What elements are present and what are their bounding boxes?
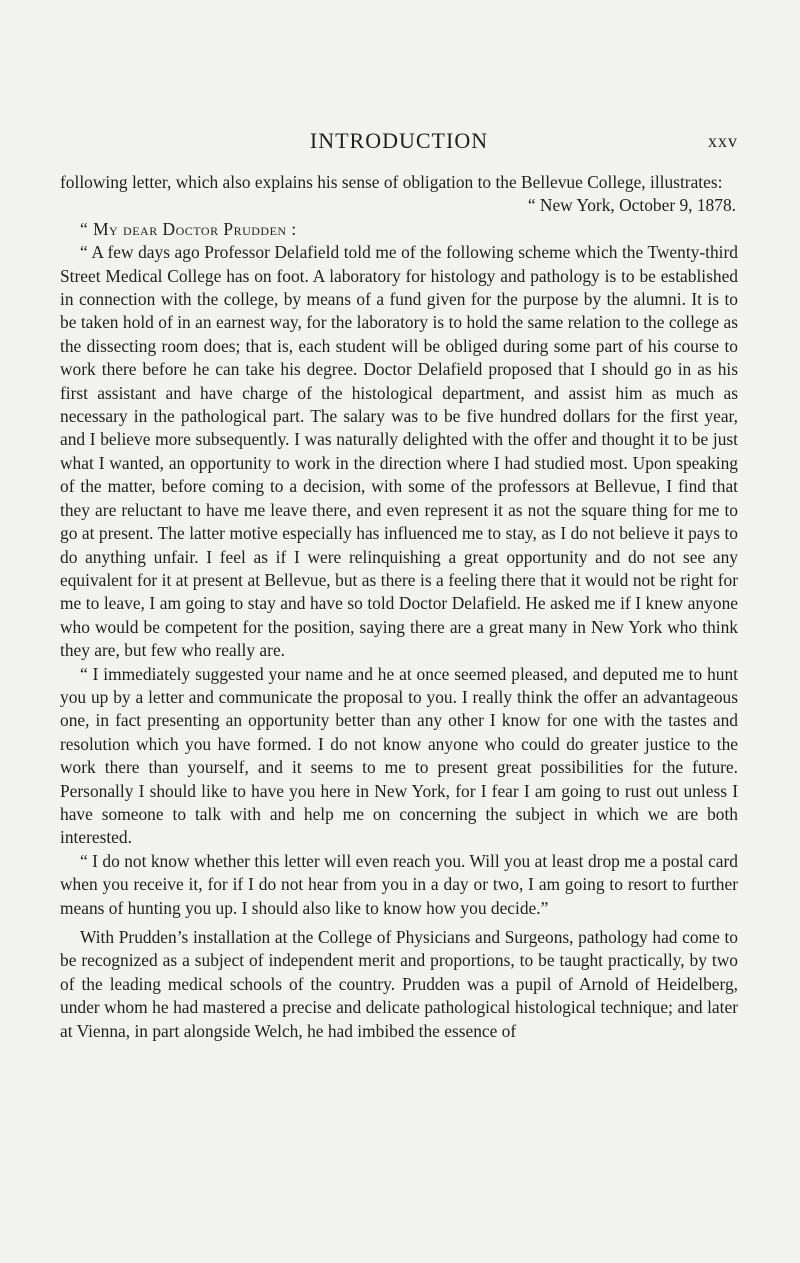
letter-paragraph-3: “ I do not know whether this letter will even reach you. Will you at least drop me a postal card when you receive it, for if I do not hear from you in a day or two, I am going to resort to further means of hunting you up. I should also like to know how you decide.”	[60, 850, 738, 918]
letter-paragraph-2: “ I immediately suggested your name and he at once seemed pleased, and deputed me to hunt you up by a letter and communicate the proposal to you. I really think the offer an advantageous one, in fact presenting an opportunity better than any other I know for one with the tastes and resolution which you have formed. I do not know anyone who could do greater justice to the work there than yourself, and it seems to me to present great possibilities for the future. Personally I should like to have you here in New York, for I fear I am going to rust out unless I have someone to talk with and help me on concerning the subject in which we are both interested.	[60, 663, 738, 848]
running-head: INTRODUCTION	[309, 128, 489, 153]
narrative-paragraph: With Prudden’s installation at the College of Physicians and Surgeons, pathology had come to be recognized as a subject of independent merit and proportions, to be taught practically, by two of the leading medical schools of the country. Prudden was a pupil of Arnold of Heidelberg, under whom he had mastered a precise and delicate pathological histological technique; and later at Vienna, in part alongside Welch, he had imbibed the essence of	[60, 927, 738, 1041]
letter-paragraph-1: “ A few days ago Professor Delafield told me of the following scheme which the Twenty-third Street Medical College has on foot. A laboratory for histology and pathology is to be established in connection with the college, by means of a fund given for the purpose by the alumni. It is to be taken hold of in an earnest way, for the laboratory is to hold the same relation to the college as the dissecting room does; that is, each student will be obliged during some part of his course to work there before he can take his degree. Doctor Delafield proposed that I should go in as his first assistant and have charge of the histological department, and assist him as much as necessary in the pathological part. The salary was to be five hundred dollars for the first year, and I believe more subsequently. I was naturally delighted with the offer and thought it to be just what I wanted, an opportunity to work in the direction where I had studied most. Upon speaking of the matter, before coming to a decision, with some of the professors at Bellevue, I find that they are reluctant to have me leave there, and even represent it as not the square thing for me to go at present. The latter motive especially has influenced me to stay, as I do not believe it pays to do anything unfair. I feel as if I were relinquishing a great opportunity and do not see any equivalent for it at present at Bellevue, but as there is a feeling there that it would not be right for me to leave, I am going to stay and have so told Doctor Delafield. He asked me if I knew anyone who would be competent for the position, saying there are a great many in New York who think they are, but few who really are.	[60, 242, 738, 661]
body-text	[60, 171, 738, 1043]
intro-paragraph: following letter, which also explains his sense of obligation to the Bellevue College, illustrates:	[60, 172, 723, 192]
book-page	[60, 0, 738, 1263]
letter-dateline: “ New York, October 9, 1878.	[527, 195, 736, 216]
page-header	[60, 128, 738, 158]
letter-salutation: “ My dear Doctor Prudden :	[80, 218, 297, 239]
page-number: xxv	[708, 131, 738, 151]
